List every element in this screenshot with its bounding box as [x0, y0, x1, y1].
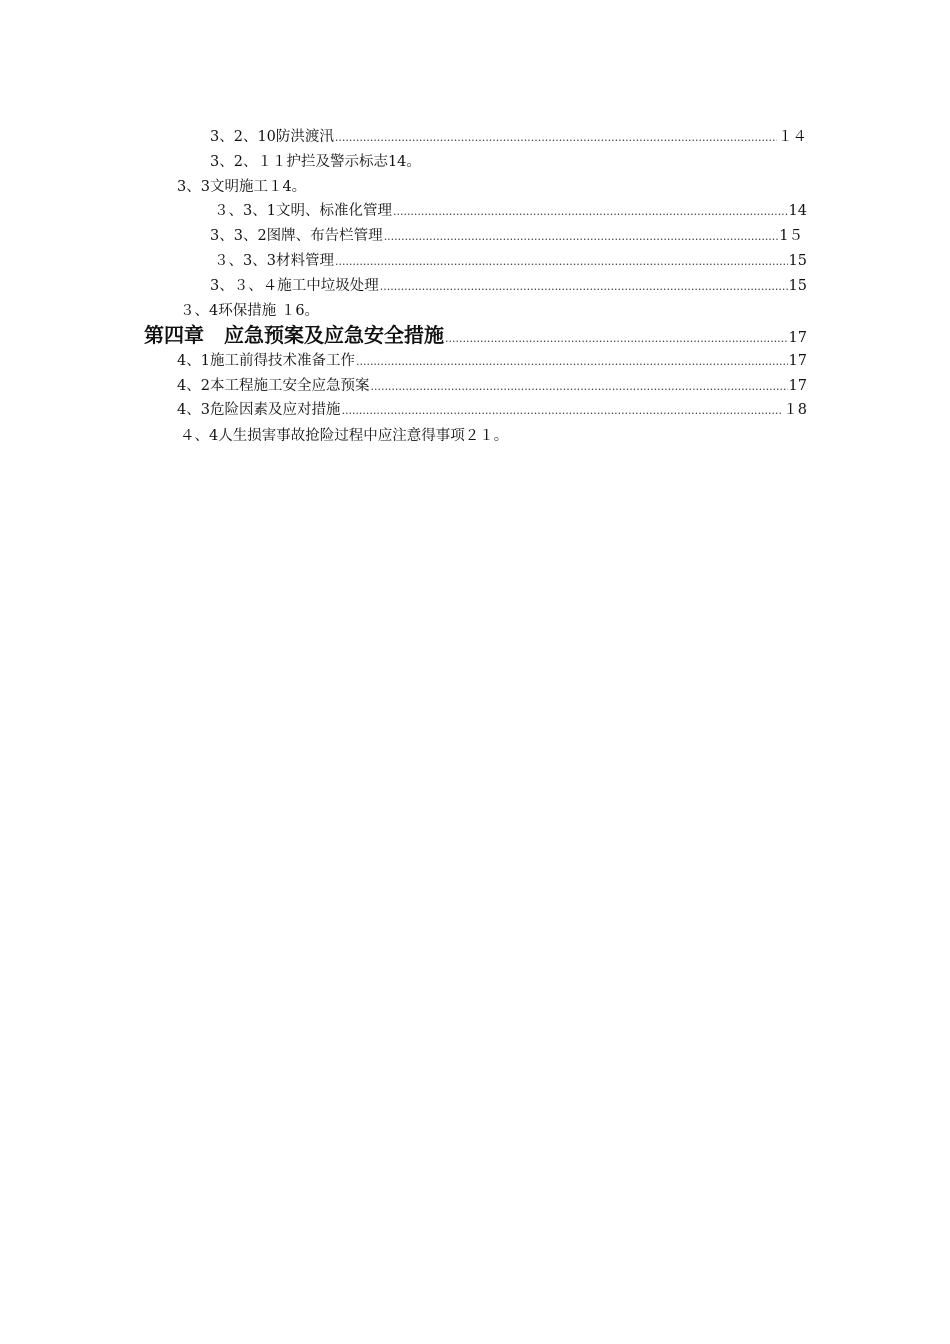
toc-page-number: 15 [788, 253, 807, 269]
toc-entry-label: ３、4环保措施 １6。 [180, 303, 320, 319]
toc-entry-3-2-11[interactable] [210, 153, 421, 171]
toc-leader-dots [370, 378, 787, 396]
toc-entry-label: 3、2、１１护拦及警示标志14。 [210, 154, 421, 170]
toc-entry-4-4[interactable] [180, 427, 508, 445]
toc-entry-label: 3、3、2图牌、布告栏管理 [210, 228, 383, 244]
toc-leader-dots [335, 129, 777, 147]
toc-entry-label: 3、2、10防洪渡汛 [210, 129, 334, 145]
toc-page-number: 17 [788, 330, 807, 346]
toc-leader-dots [384, 228, 779, 246]
toc-page-number: 17 [788, 353, 807, 369]
toc-leader-dots [335, 253, 788, 271]
toc-chapter-4[interactable] [144, 323, 807, 351]
toc-entry-label: ４、4人生损害事故抢险过程中应注意得事项２１。 [180, 428, 509, 444]
toc-entry-label: 4、3危险因素及应对措施 [177, 402, 341, 418]
toc-leader-dots [380, 278, 788, 296]
toc-entry-3-4[interactable] [180, 302, 319, 320]
toc-leader-dots [356, 353, 788, 371]
toc-entry-label: 4、2本工程施工安全应急预案 [177, 378, 370, 394]
toc-entry-3-3-3[interactable] [214, 252, 807, 271]
toc-page-number: １４ [778, 129, 807, 145]
toc-entry-3-3-2[interactable] [210, 227, 803, 246]
toc-page-number: 1５ [779, 228, 803, 244]
toc-entry-label: ３、3、1文明、标准化管理 [214, 203, 392, 219]
toc-entry-label: 3、３、４施工中垃圾处理 [210, 278, 379, 294]
toc-page-number: 15 [788, 278, 807, 294]
toc-leader-dots [445, 327, 788, 351]
toc-entry-3-2-10[interactable] [210, 128, 807, 147]
toc-entry-label: 3、3文明施工１4。 [177, 179, 307, 195]
toc-leader-dots [393, 203, 788, 221]
toc-entry-label: ３、3、3材料管理 [214, 253, 334, 269]
toc-entry-3-3-4[interactable] [210, 277, 807, 296]
toc-leader-dots [341, 402, 782, 420]
toc-entry-label: 4、1施工前得技术准备工作 [177, 353, 355, 369]
toc-entry-4-3[interactable] [177, 401, 807, 420]
toc-page-number: 14 [788, 203, 807, 219]
toc-entry-3-3-1[interactable] [214, 202, 807, 221]
toc-entry-3-3[interactable] [177, 178, 306, 196]
toc-entry-4-2[interactable] [177, 377, 807, 396]
toc-page-number: 17 [788, 378, 807, 394]
toc-chapter-title: 第四章 应急预案及应急安全措施 [144, 323, 444, 347]
toc-entry-4-1[interactable] [177, 352, 807, 371]
toc-page-number: １8 [783, 402, 807, 418]
